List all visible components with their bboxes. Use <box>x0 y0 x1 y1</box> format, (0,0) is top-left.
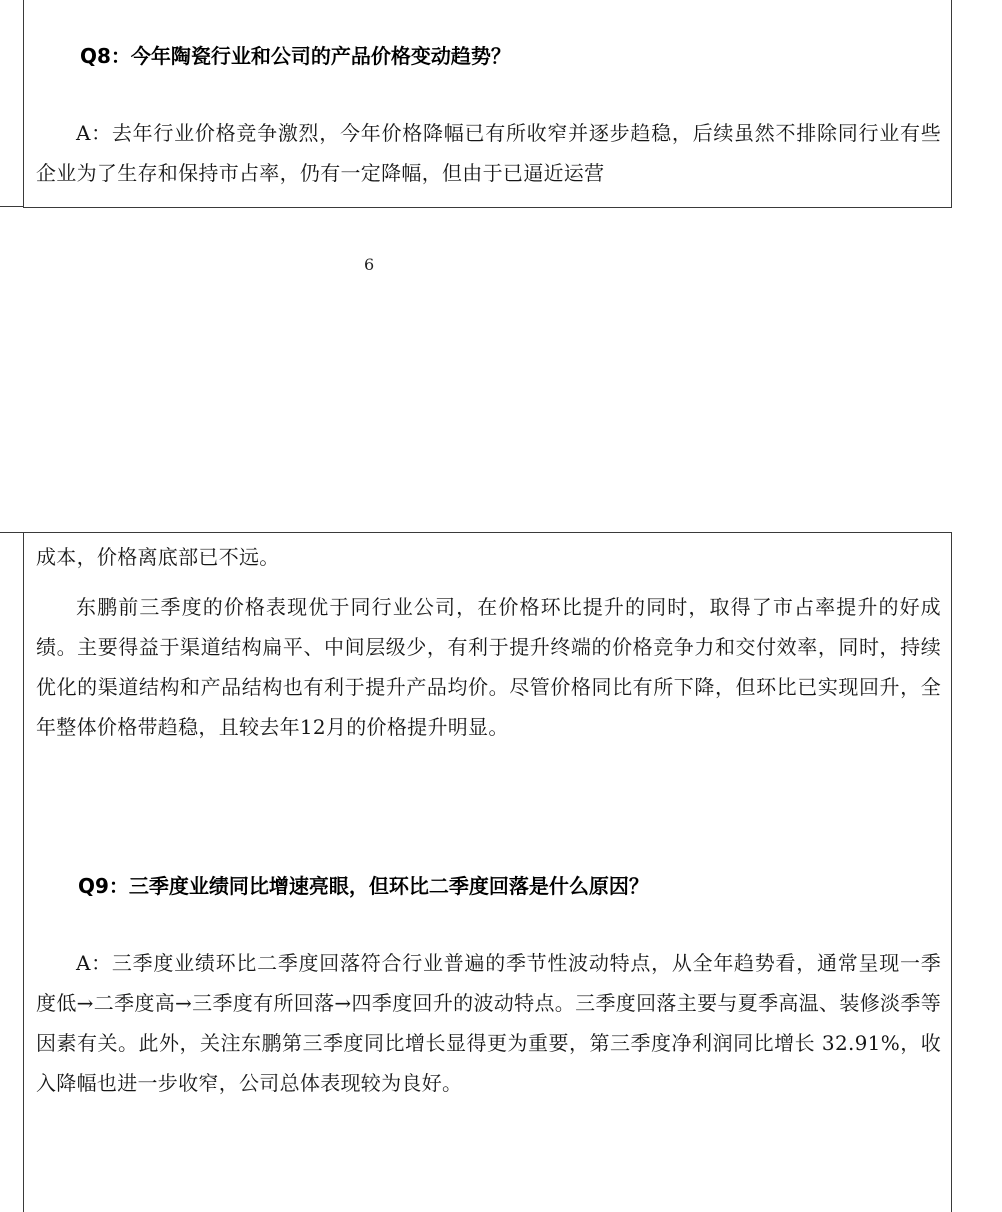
answer-q8-paragraph-2: 东鹏前三季度的价格表现优于同行业公司，在价格环比提升的同时，取得了市占率提升的好成绩。主要得益于渠道结构扁平、中间层级少，有利于提升终端的价格竞争力和交付效率，同时，持续优化的渠道结构和产品结构也有利于提升产品均价。尽管价格同比有所下降，但环比已实现回升，全年整体价格带趋稳，且较去年12月的价格提升明显。 <box>36 595 941 739</box>
table-border-left-extension-bottom <box>0 532 24 533</box>
question-q8: Q8：今年陶瓷行业和公司的产品价格变动趋势？ <box>80 44 511 68</box>
answer-q8-continued: 成本，价格离底部已不远。 <box>36 545 280 569</box>
answer-q8-start: A：去年行业价格竞争激烈，今年价格降幅已有所收窄并逐步趋稳，后续虽然不排除同行业有些企业为了生存和保持市占率，仍有一定降幅，但由于已逼近运营 <box>36 121 941 185</box>
question-q9: Q9：三季度业绩同比增速亮眼，但环比二季度回落是什么原因？ <box>78 874 649 898</box>
page-number: 6 <box>364 255 375 274</box>
answer-q9: A：三季度业绩环比二季度回落符合行业普遍的季节性波动特点，从全年趋势看，通常呈现一季度低→二季度高→三季度有所回落→四季度回升的波动特点。三季度回落主要与夏季高温、装修淡季等因素有关。此外，关注东鹏第三季度同比增长显得更为重要，第三季度净利润同比增长 32.91%，收入降幅也进一步收窄，公司总体表现较为良好。 <box>36 951 941 1095</box>
table-border-left-extension-top <box>0 206 24 207</box>
